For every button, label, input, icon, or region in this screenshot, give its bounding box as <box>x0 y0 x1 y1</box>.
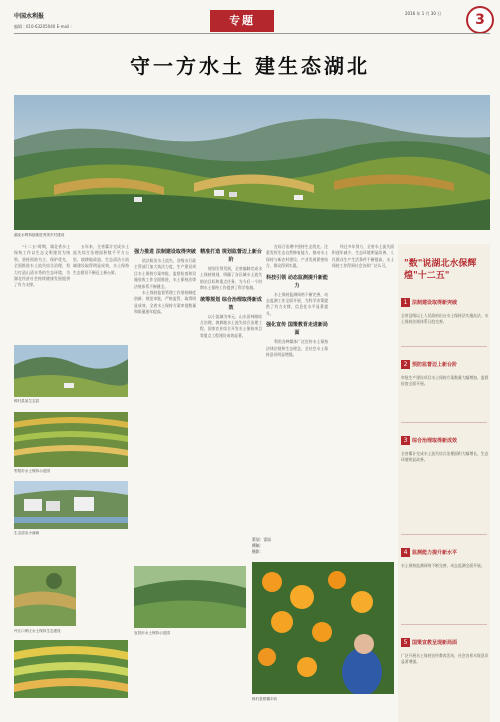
photo-caption-4: 丹江口库区水土保持生态建设 <box>14 629 61 633</box>
section-badge: 专题 <box>210 10 274 32</box>
photo-caption-5: 宜昌市水土保持示范园 <box>134 631 170 635</box>
sidebar-divider <box>401 422 487 423</box>
photo-hills-green <box>134 566 246 628</box>
sidebar-item-text: 审批生产建设项目水土保持方案数量大幅增加，监督检查全面开展。 <box>401 375 489 386</box>
sidebar-item-number: 1 <box>401 298 410 307</box>
photo-caption-6: 秭归县柑橘丰收 <box>252 697 278 701</box>
article-credits <box>252 537 330 555</box>
sidebar-divider <box>401 624 487 625</box>
photo-caption-3: 生态清洁小流域 <box>14 531 40 535</box>
photo-terraced-fields <box>14 412 128 467</box>
article-column-1 <box>14 244 70 342</box>
newspaper-contact-info: 编辑 : 010-63205040 E-mail : <box>14 24 72 29</box>
page-headline: 守一方水土 建生态湖北 <box>130 54 370 78</box>
article-subhead: 统筹规划 综合治理取得新成效 <box>200 296 262 311</box>
sidebar-item-4 <box>401 542 489 569</box>
photo-village-hills <box>14 345 128 397</box>
issue-date: 2016 年 1 月 30 日 <box>405 11 442 16</box>
sidebar-item-heading: 法制建设取得新突破 <box>412 300 458 306</box>
newspaper-name: 中国水利报 <box>14 13 45 20</box>
sidebar-title: "数"说湖北水保辉煌"十二五" <box>404 259 477 281</box>
sidebar-item-3 <box>401 430 489 463</box>
article-subhead: 科技引领 动态监测提升新能力 <box>266 274 328 289</box>
stats-sidebar <box>398 244 490 722</box>
credit-photographer: 摄影： <box>252 549 264 554</box>
sidebar-item-heading: 综合治理取得新成效 <box>412 438 458 444</box>
photo-colored-terraces <box>14 640 128 698</box>
sidebar-item-heading: 国策宣教呈现新局面 <box>412 640 458 646</box>
sidebar-item-text: 全省累计完成水土流失综合治理面积大幅增长，生态环境明显改善。 <box>401 451 489 462</box>
article-paragraph: 五年来，全省累计完成水土流失综合治理面积数千平方公里，坡耕地改造、生态清洁小流域建设取得明显成效，水土保持生态建设不断迈上新台阶。 <box>73 244 129 275</box>
article-paragraph: 经过多年努力，全省水土流失面积逐年减少，生态环境明显改善，人民群众生产生活条件不断提高，水土保持工作得到社会各界广泛认可。 <box>332 244 394 269</box>
article-paragraph: 依法防治水土流失，各级水行政主管部门加大执法力度，生产建设项目水土保持方案审批、监督检查和设施验收工作全面推进，水土保持法律法规体系不断健全。 <box>134 258 196 289</box>
photo-orange-orchard <box>252 562 394 694</box>
sidebar-item-text: 水土保持监测网络不断完善，动态监测全面开展。 <box>401 563 485 568</box>
photo-caption-2: 枣阳市水土保持示范园 <box>14 469 50 473</box>
sidebar-divider <box>401 346 487 347</box>
sidebar-item-5 <box>401 632 489 665</box>
article-column-5 <box>266 244 328 534</box>
article-paragraph: 水土保持监测网络不断完善，动态监测工作全面开展，为科学决策提供了有力支撑，信息化水平显著提升。 <box>266 291 328 316</box>
article-paragraph: 以小流域为单元，山水田林路综合治理，坡耕地水土流失综合治理工程、国家农业综合开发水土保持项目等重点工程建设成效显著。 <box>200 313 262 338</box>
sidebar-item-1 <box>401 292 489 325</box>
photo-town-river <box>14 481 128 529</box>
article-column-3 <box>134 244 196 562</box>
article-paragraph: 水土保持监督管理工作坚持制度创新，规范审批，严格监管，取得明显成效，全省水土保持方案审批数量和质量逐年提高。 <box>134 290 196 315</box>
sidebar-item-number: 4 <box>401 548 410 557</box>
page-number-badge: 3 <box>466 6 494 34</box>
article-paragraph: "十二五"时期，湖北省水土保持工作以生态文明建设为统领，坚持预防为主、保护优先，全面推进水土流失综合治理，努力打造山清水秀的生态环境，为湖北经济社会持续健康发展提供了有力支撑。 <box>14 244 70 288</box>
sidebar-item-number: 3 <box>401 436 410 445</box>
article-column-6 <box>332 244 394 534</box>
article-paragraph: 规划引领发展，全省编制完成水土保持规划，明确了各区域水土流失防治目标和重点任务，为今后一个时期水土保持工作提供了科学依据。 <box>200 266 262 291</box>
article-subhead: 强化宣传 国策教育走进新局面 <box>266 322 328 337</box>
sidebar-item-heading: 监测能力提升新水平 <box>412 550 458 556</box>
article-column-2 <box>73 244 129 342</box>
sidebar-item-number: 5 <box>401 638 410 647</box>
photo-caption-1: 秭归县某生态县 <box>14 399 40 403</box>
article-column-4 <box>200 244 262 562</box>
article-paragraph: 利用各种媒体广泛宣传水土保持法律法规和生态理念，全社会水土保持意识明显增强。 <box>266 339 328 358</box>
article-subhead: 强力推进 法制建设取得突破 <box>134 249 196 255</box>
credit-writer: 撰稿： <box>252 543 264 548</box>
article-paragraph: 在综合治理中坚持生态优先，注重发挥生态自然修复能力，推动水土保持与新农村建设、产业发展紧密结合，群众得到实惠。 <box>266 244 328 269</box>
header-divider <box>14 33 490 34</box>
sidebar-item-2 <box>401 354 489 387</box>
sidebar-item-number: 2 <box>401 360 410 369</box>
sidebar-divider <box>401 534 487 535</box>
sidebar-item-heading: 预防监督迈上新台阶 <box>412 362 458 368</box>
sidebar-item-text: 广泛开展水土保持宣传教育活动，社会各界水保意识显著增强。 <box>401 653 489 664</box>
article-subhead: 精准打造 规划监督迈上新台阶 <box>200 249 262 263</box>
credit-planner: 策划：雷雨 <box>252 537 271 542</box>
sidebar-item-text: 全省县级以上人民政府出台水土保持法实施办法，水土保持法规体系日趋完善。 <box>401 313 489 324</box>
hero-photo <box>14 95 490 230</box>
page-header <box>0 0 500 34</box>
photo-reservoir <box>14 566 76 626</box>
hero-caption: 湖北水利持续推进秀美乡村建设 <box>14 233 65 237</box>
